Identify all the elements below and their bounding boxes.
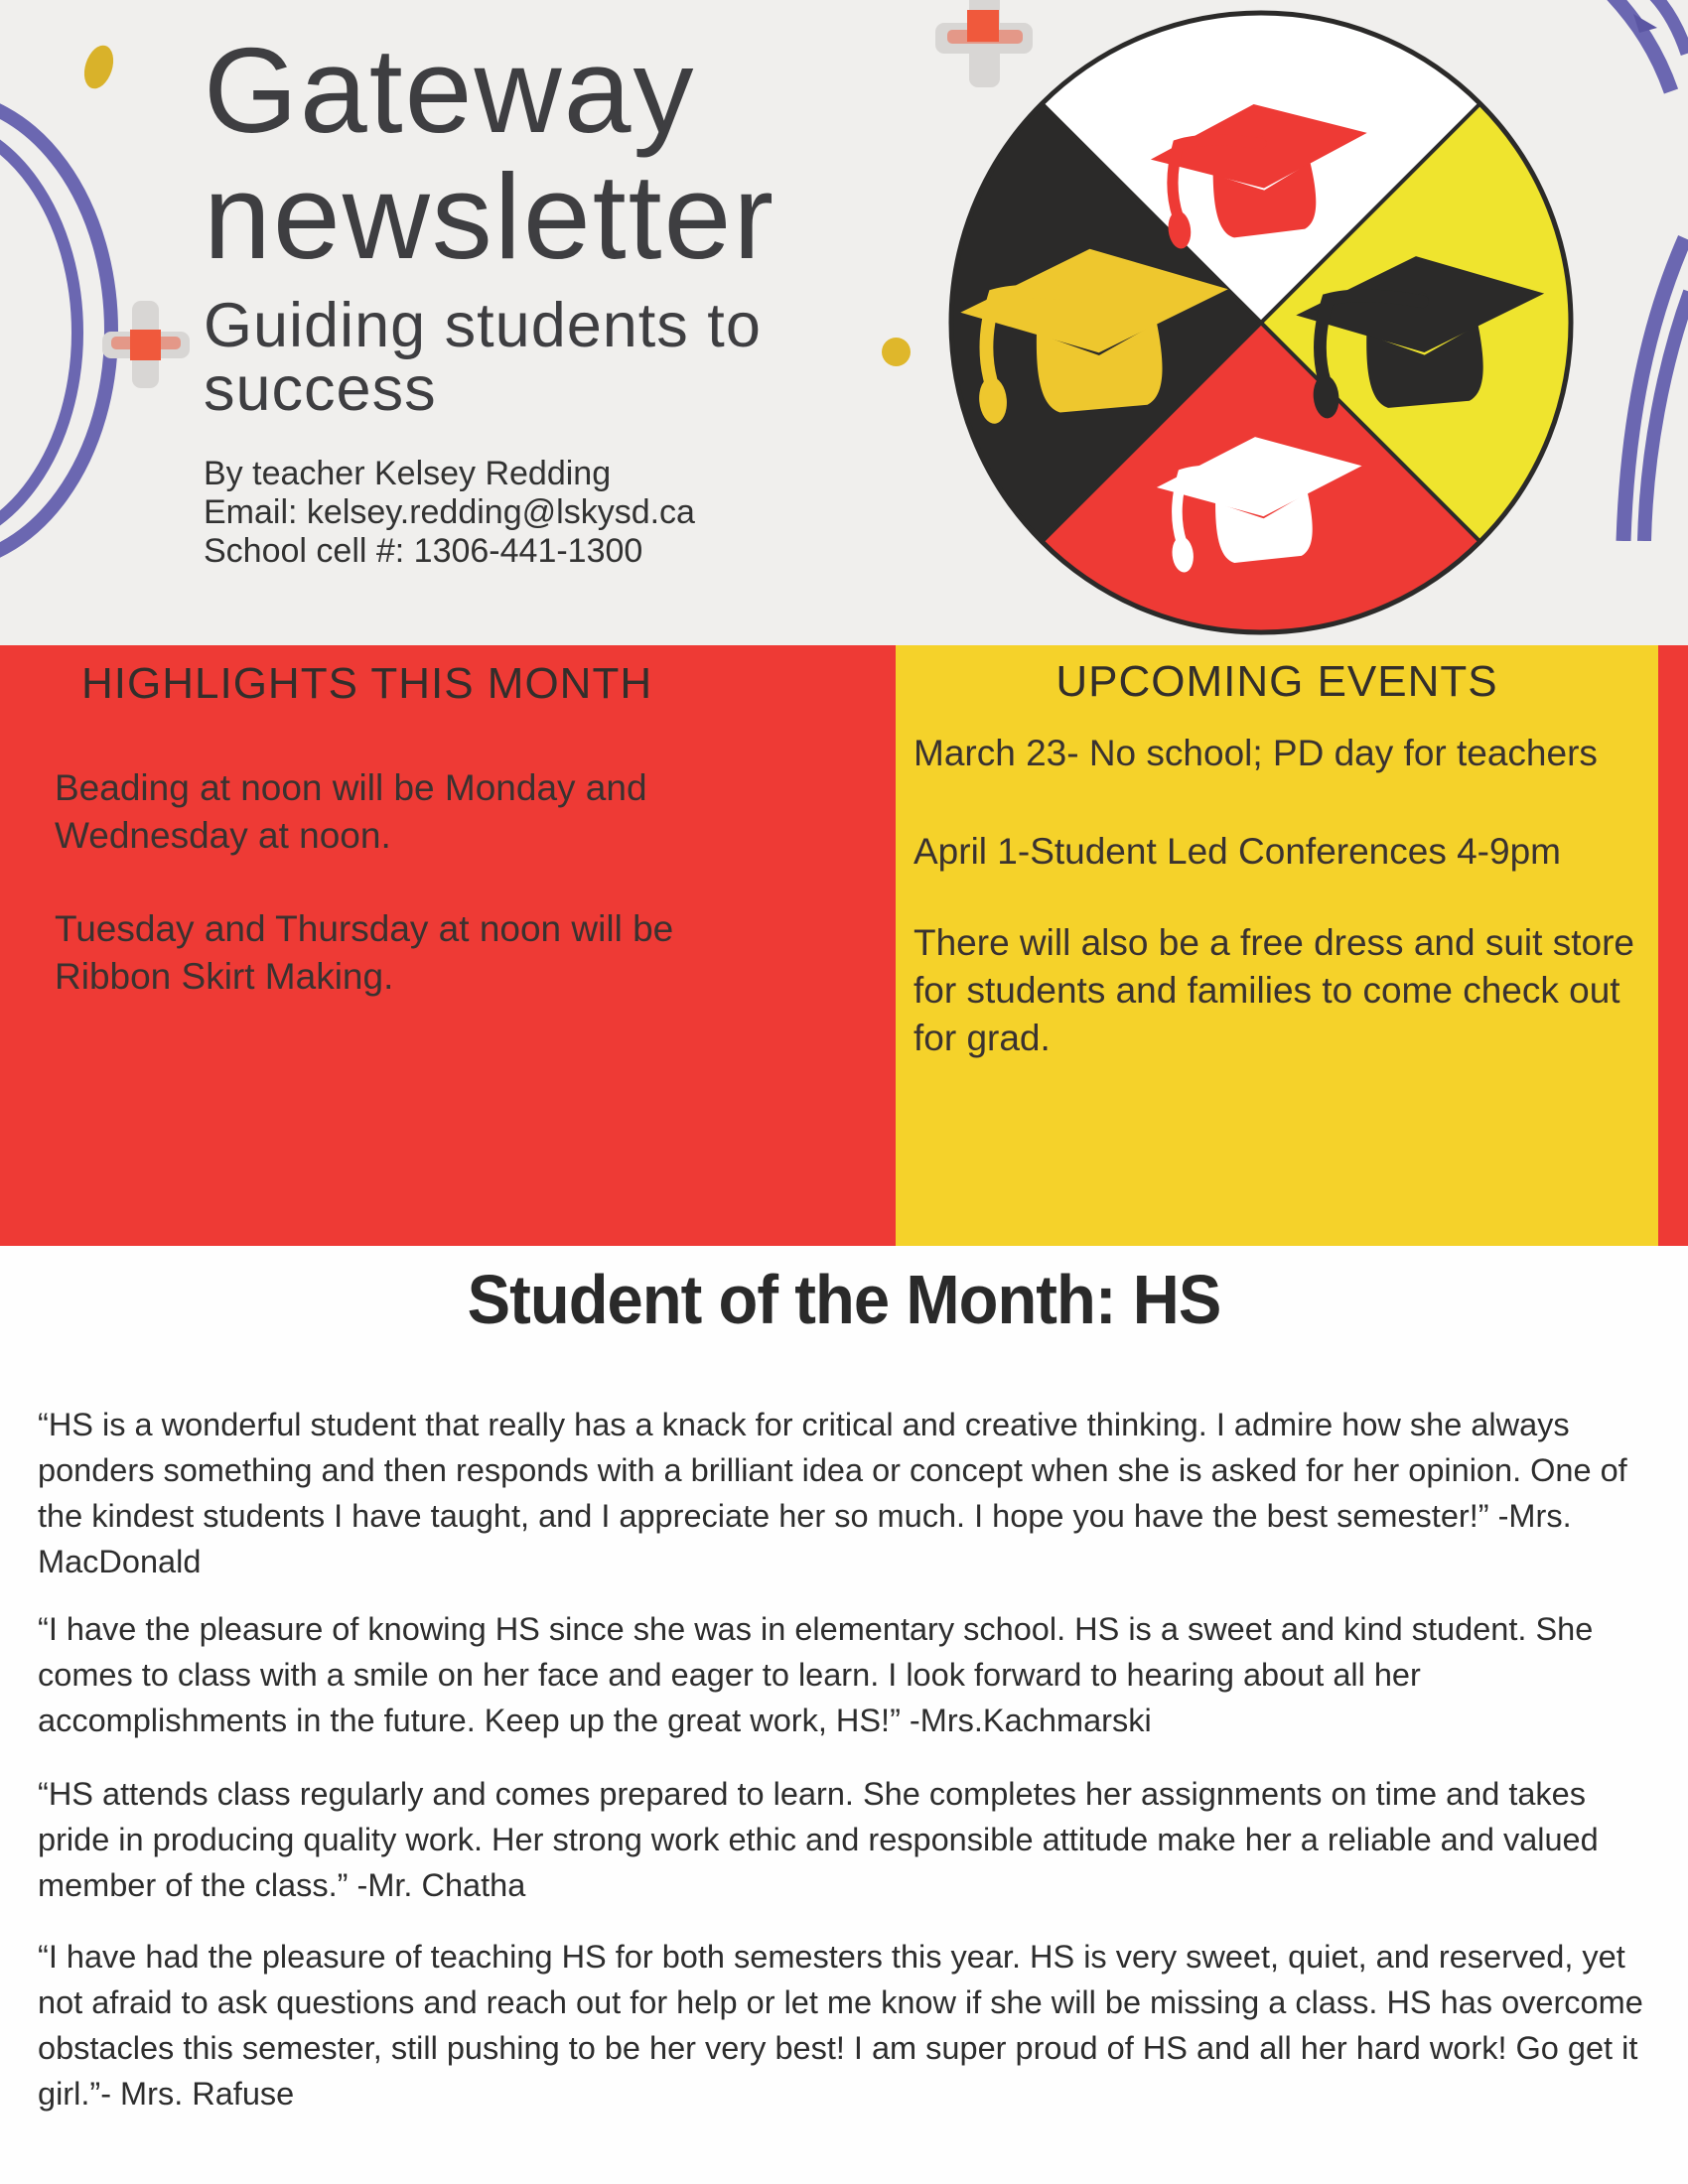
- yellow-dot-decoration: [882, 338, 911, 366]
- upcoming-events-panel: [896, 645, 1658, 1246]
- title-line-2: newsletter: [204, 149, 776, 284]
- student-of-month-section: [0, 1246, 1688, 2184]
- contact-block: [204, 455, 695, 571]
- event-item: There will also be a free dress and suit store for students and families to come check out for grad.: [914, 922, 1634, 1058]
- header-section: [0, 0, 1688, 645]
- event-item: April 1-Student Led Conferences 4-9pm: [914, 831, 1561, 872]
- highlights-item: Tuesday and Thursday at noon will be Ribbon Skirt Making.: [55, 908, 674, 997]
- title-line-1: Gateway: [204, 23, 696, 158]
- newsletter-subtitle: [204, 291, 762, 424]
- newsletter-title: [204, 23, 776, 284]
- medicine-wheel-logo: [943, 5, 1579, 640]
- events-heading: UPCOMING EVENTS: [1055, 657, 1498, 706]
- student-of-month-heading: Student of the Month: HS: [467, 1261, 1221, 1338]
- plus-decoration-left-icon: [102, 301, 192, 390]
- contact-email: Email: kelsey.redding@lskysd.ca: [204, 493, 695, 531]
- highlights-item: Beading at noon will be Monday and Wednesday at noon.: [55, 767, 647, 856]
- teacher-quote: “I have had the pleasure of teaching HS for both semesters this year. HS is very sweet, quiet, and reserved, yet not afraid to ask questions and reach out for help or let me know if she will be missing a class. HS has overcome obstacles this semester, still pushing to be her very best! I am super proud of HS and all her hard work! Go get it girl.”- Mrs. Rafuse: [38, 1938, 1643, 2112]
- teacher-quote: “I have the pleasure of knowing HS since she was in elementary school. HS is a sweet and kind student. She comes to class with a smile on her face and eager to learn. I look forward to hearing about all her accomplishments in the future. Keep up the great work, HS!” -Mrs.Kachmarski: [38, 1610, 1594, 1738]
- contact-phone: School cell #: 1306-441-1300: [204, 532, 643, 570]
- subtitle-line-2: success: [204, 354, 437, 424]
- highlights-events-band: [0, 645, 1688, 1246]
- byline: By teacher Kelsey Redding: [204, 455, 612, 492]
- teacher-quote: “HS is a wonderful student that really has a knack for critical and creative thinking. I admire how she always ponders something and then responds with a brilliant idea or concept when she is asked for her opinion. One of the kindest students I have taught, and I appreciate her so much. I hope you have the best semester!” -Mrs. MacDonald: [38, 1406, 1627, 1579]
- teacher-quote: “HS attends class regularly and comes prepared to learn. She completes her assignments on time and takes pride in producing quality work. Her strong work ethic and responsible attitude make her a reliable and valued member of the class.” -Mr. Chatha: [38, 1775, 1599, 1903]
- subtitle-line-1: Guiding students to: [204, 291, 762, 360]
- event-item: March 23- No school; PD day for teachers: [914, 733, 1598, 773]
- highlights-heading: HIGHLIGHTS THIS MONTH: [81, 659, 653, 708]
- yellow-blob-decoration: [79, 42, 119, 92]
